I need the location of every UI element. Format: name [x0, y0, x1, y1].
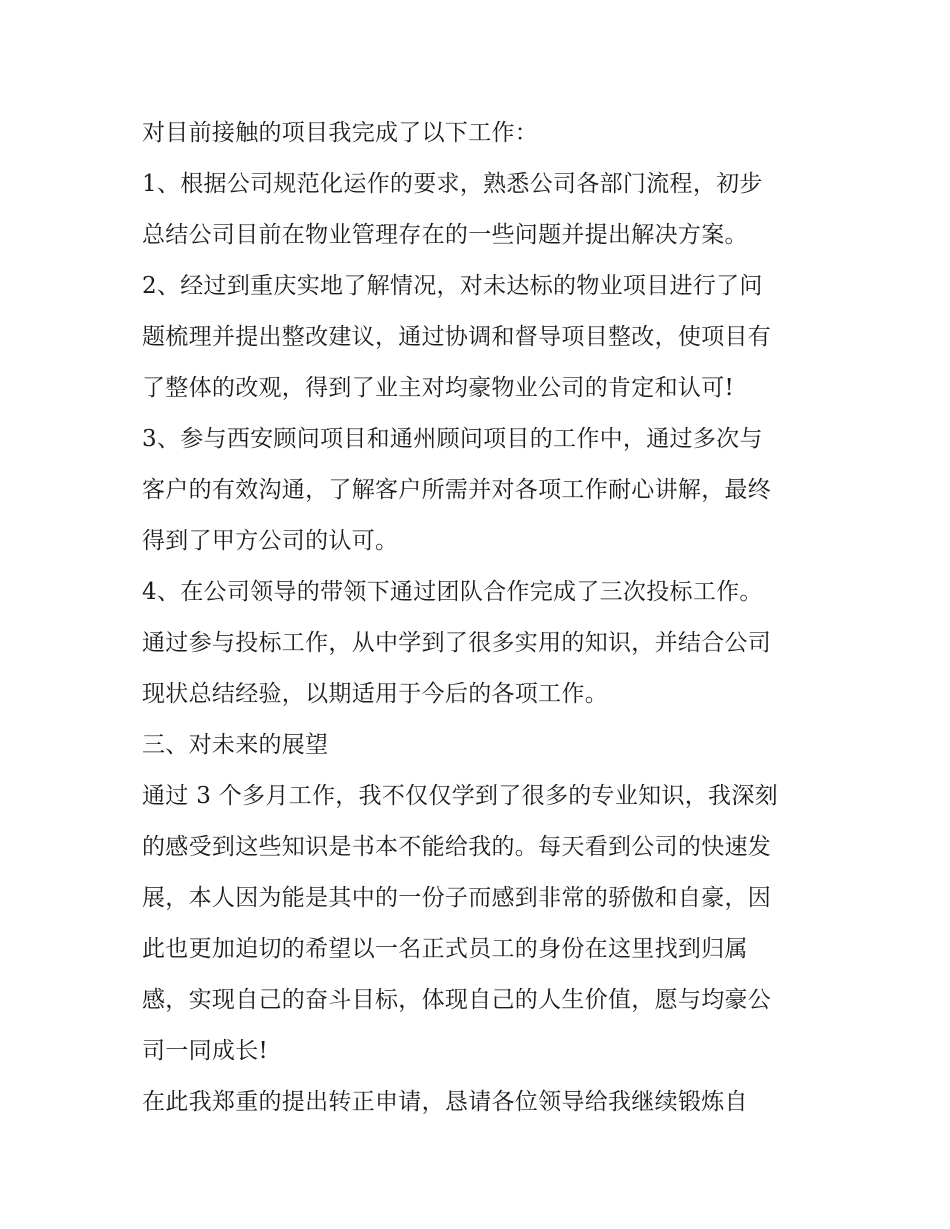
text-line: 4、在公司领导的带领下通过团队合作完成了三次投标工作。 — [142, 579, 763, 605]
text-line: 在此我郑重的提出转正申请，恳请各位领导给我继续锻炼自 — [142, 1089, 748, 1115]
paragraph-item-3 — [142, 414, 814, 567]
text-line: 2、经过到重庆实地了解情况，对未达标的物业项目进行了问 — [142, 273, 763, 299]
text-line: 三、对未来的展望 — [142, 732, 329, 758]
text-line: 通过 3 个多月工作，我不仅仅学到了很多的专业知识，我深刻 — [142, 783, 778, 809]
paragraph-item-2 — [142, 261, 814, 414]
text-line: 得到了甲方公司的认可。 — [142, 528, 399, 554]
text-line: 总结公司目前在物业管理存在的一些问题并提出解决方案。 — [142, 222, 748, 248]
paragraph-item-1 — [142, 159, 814, 261]
text-line: 客户的有效沟通，了解客户所需并对各项工作耐心讲解，最终 — [142, 477, 772, 503]
text-line: 1、根据公司规范化运作的要求，熟悉公司各部门流程，初步 — [142, 171, 763, 197]
paragraph-request — [142, 1077, 814, 1128]
text-line: 通过参与投标工作，从中学到了很多实用的知识，并结合公司 — [142, 630, 772, 656]
text-line: 感，实现自己的奋斗目标，体现自己的人生价值，愿与均豪公 — [142, 987, 772, 1013]
text-line: 的感受到这些知识是书本不能给我的。每天看到公司的快速发 — [142, 834, 772, 860]
text-line: 展，本人因为能是其中的一份子而感到非常的骄傲和自豪，因 — [142, 885, 772, 911]
paragraph-item-4 — [142, 567, 814, 720]
text-line: 此也更加迫切的希望以一名正式员工的身份在这里找到归属 — [142, 936, 748, 962]
paragraph-intro — [142, 108, 814, 159]
text-line: 现状总结经验，以期适用于今后的各项工作。 — [142, 681, 608, 707]
text-line: 司一同成长! — [142, 1038, 269, 1064]
paragraph-outlook — [142, 771, 814, 1077]
text-line: 了整体的改观，得到了业主对均豪物业公司的肯定和认可! — [142, 375, 735, 401]
text-line: 题梳理并提出整改建议，通过协调和督导项目整改，使项目有 — [142, 324, 772, 350]
document-body — [142, 108, 814, 1128]
section-heading — [142, 720, 814, 771]
text-line: 3、参与西安顾问项目和通州顾问项目的工作中，通过多次与 — [142, 426, 763, 452]
text-line: 对目前接触的项目我完成了以下工作： — [142, 120, 539, 146]
